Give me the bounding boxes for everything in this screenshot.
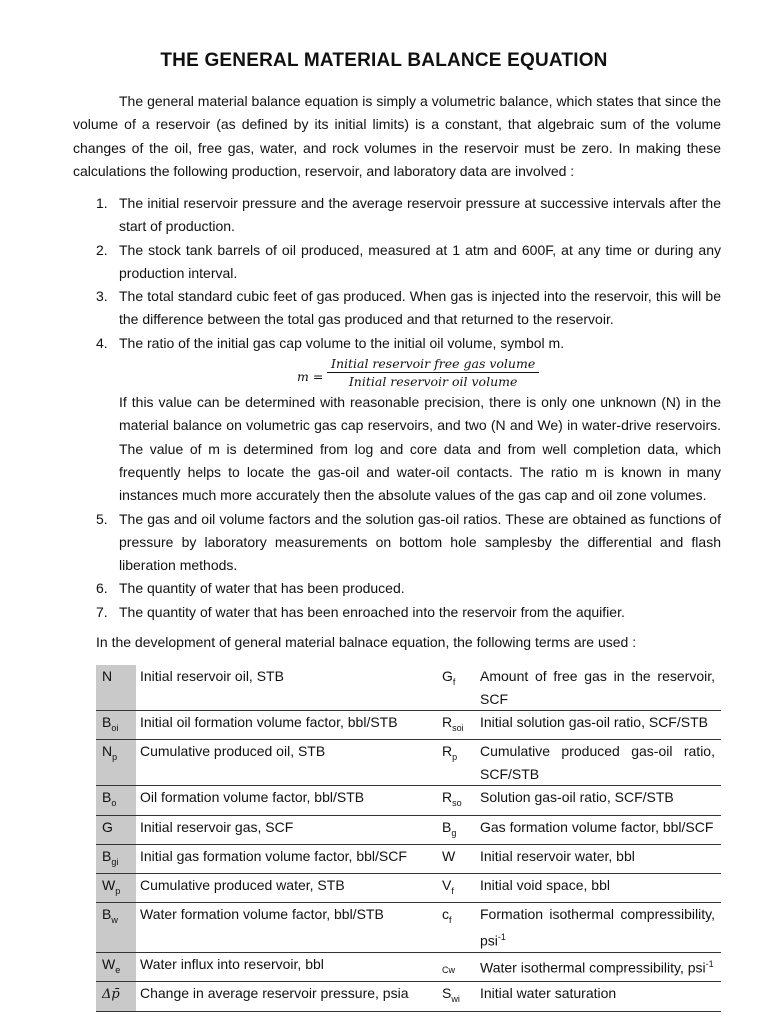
term-symbol <box>96 786 136 815</box>
list-item <box>73 601 721 624</box>
list-number: 2. <box>96 241 108 258</box>
list-item <box>73 332 721 508</box>
terms-intro: In the development of general material balnace equation, the following terms are used : <box>96 634 637 650</box>
symbol-base: B <box>102 789 112 806</box>
symbol-subscript: e <box>115 964 121 975</box>
symbol-base: R <box>442 743 453 760</box>
symbol-base: G <box>102 818 113 835</box>
table-row <box>96 953 721 982</box>
term-description: Cumulative produced gas-oil ratio, SCF/STB <box>476 740 721 786</box>
list-number: 7. <box>96 603 108 620</box>
symbol-base: B <box>102 847 112 864</box>
symbol-subscript: w <box>111 915 118 926</box>
list-item <box>73 192 721 239</box>
term-symbol <box>436 844 476 873</box>
term-description: Initial water saturation <box>476 982 721 1011</box>
list-text: The initial reservoir pressure and the average reservoir pressure at successive intervals after the start of production. <box>119 195 721 235</box>
symbol-base: N <box>102 743 113 760</box>
symbol-base: B <box>442 818 452 835</box>
term-description: Initial gas formation volume factor, bbl/SCF <box>136 844 436 873</box>
term-symbol <box>436 740 476 786</box>
symbol-subscript: f <box>452 676 456 687</box>
term-description: Initial reservoir oil, STB <box>136 665 436 711</box>
item4-followup: If this value can be determined with reasonable precision, there is only one unknown (N) in the material balance on volumetric gas cap reservoirs, and two (N and We) in water-drive reservoirs. The value of m is determined from log and core data and from well completion data, which frequently helps to locate the gas-oil and water-oil contacts. The ratio m is known in many instances much more accurately then the absolute values of the gas cap and oil zone volumes. <box>119 394 721 504</box>
term-symbol <box>436 711 476 740</box>
symbol-base: R <box>442 789 453 806</box>
term-description: Solution gas-oil ratio, SCF/STB <box>476 786 721 815</box>
term-symbol <box>436 786 476 815</box>
symbol-base: W <box>102 877 116 894</box>
list-number: 5. <box>96 510 108 527</box>
term-description: Initial void space, bbl <box>476 874 721 903</box>
term-description: Cumulative produced water, STB <box>136 874 436 903</box>
symbol-subscript: f <box>451 885 454 896</box>
table-row <box>96 903 721 953</box>
table-row <box>96 786 721 815</box>
intro-paragraph <box>73 90 721 183</box>
list-item <box>73 508 721 578</box>
term-symbol <box>96 903 136 953</box>
term-description: Water isothermal compressibility, psi$^{-1}$ <box>476 953 721 982</box>
symbol-base: B <box>102 714 112 730</box>
symbol-subscript: p <box>452 752 458 763</box>
symbol-base: V <box>442 877 452 894</box>
term-symbol <box>436 874 476 903</box>
term-symbol <box>96 665 136 711</box>
list-number: 3. <box>96 288 108 305</box>
symbol-base: c <box>442 906 449 923</box>
table-row <box>96 711 721 740</box>
list-item <box>73 577 721 600</box>
symbol-subscript: so <box>452 798 462 809</box>
term-description: Initial oil formation volume factor, bbl/STB <box>136 711 436 740</box>
term-symbol <box>96 982 136 1011</box>
table-row <box>96 815 721 844</box>
table-row <box>96 740 721 786</box>
term-description: Initial solution gas-oil ratio, SCF/STB <box>476 711 721 740</box>
unit-exponent: -1 <box>705 959 714 970</box>
list-text: The total standard cubic feet of gas produced. When gas is injected into the reservoir, this will be the difference between the total gas produced and that returned to the reservoir. <box>119 288 721 328</box>
symbol-base: N <box>102 668 113 684</box>
data-list <box>73 192 721 624</box>
term-description: Formation isothermal compressibility, psi$^{-1}$ <box>476 903 721 953</box>
symbol-subscript: soi <box>452 722 464 733</box>
term-symbol <box>96 844 136 873</box>
list-number: 4. <box>96 334 108 351</box>
list-number: 6. <box>96 580 108 597</box>
term-symbol <box>436 953 476 982</box>
term-description: Change in average reservoir pressure, psia <box>136 982 436 1011</box>
term-description: Initial reservoir gas, SCF <box>136 815 436 844</box>
term-symbol <box>96 953 136 982</box>
term-symbol <box>96 815 136 844</box>
formula-denominator: Initial reservoir oil volume <box>348 374 518 390</box>
symbol-subscript: o <box>111 798 117 809</box>
symbol-base: G <box>442 668 453 684</box>
symbol-base: S <box>442 985 452 1002</box>
unit-exponent: -1 <box>497 931 506 942</box>
list-item <box>73 239 721 286</box>
list-text: The gas and oil volume factors and the solution gas-oil ratios. These are obtained as functions of pressure by laboratory measurements on bottom hole samplesby the differential and flash liberation methods. <box>119 510 721 574</box>
table-row <box>96 665 721 711</box>
term-description: Initial reservoir water, bbl <box>476 844 721 873</box>
intro-text: The general material balance equation is simply a volumetric balance, which states that since the volume of a reservoir (as defined by its initial limits) is a constant, that algebraic sum of the volume changes of the oil, free gas, water, and rock volumes in the reservoir must be zero. In making these calculations the following production, reservoir, and laboratory data are involved : <box>73 93 721 179</box>
symbol-subscript: f <box>449 915 452 926</box>
ratio-formula <box>119 355 721 391</box>
formula-fraction <box>327 355 539 390</box>
symbol-base: Δp̄ <box>102 987 120 1003</box>
symbol-subscript: oi <box>111 722 119 733</box>
table-row <box>96 844 721 873</box>
page-title: THE GENERAL MATERIAL BALANCE EQUATION <box>160 50 608 71</box>
list-text: The stock tank barrels of oil produced, measured at 1 atm and 600F, at any time or during any production interval. <box>119 241 721 281</box>
term-description: Amount of free gas in the reservoir, SCF <box>476 665 721 711</box>
term-symbol <box>436 903 476 953</box>
symbol-base: B <box>102 906 112 923</box>
term-symbol <box>96 874 136 903</box>
term-description: Oil formation volume factor, bbl/STB <box>136 786 436 815</box>
term-symbol <box>436 815 476 844</box>
terms-table <box>96 665 721 1012</box>
term-description: Water formation volume factor, bbl/STB <box>136 903 436 953</box>
symbol-base: W <box>442 847 456 864</box>
term-description: Gas formation volume factor, bbl/SCF <box>476 815 721 844</box>
formula-lhs: m = <box>297 369 324 385</box>
term-description: Water influx into reservoir, bbl <box>136 953 436 982</box>
list-item <box>73 285 721 332</box>
table-row <box>96 874 721 903</box>
list-text: The quantity of water that has been produced. <box>119 580 405 597</box>
symbol-subscript: g <box>451 827 457 838</box>
term-description: Cumulative produced oil, STB <box>136 740 436 786</box>
symbol-base: W <box>102 956 116 973</box>
list-text: The ratio of the initial gas cap volume to the initial oil volume, symbol m. <box>119 334 565 351</box>
term-symbol <box>436 982 476 1011</box>
term-symbol <box>96 711 136 740</box>
symbol-subscript: p <box>112 752 118 763</box>
list-text: The quantity of water that has been enroached into the reservoir from the aquifier. <box>119 603 625 620</box>
symbol-subscript: p <box>115 885 121 896</box>
symbol-subscript: gi <box>111 856 119 867</box>
formula-numerator: Initial reservoir free gas volume <box>327 355 539 373</box>
term-symbol <box>436 665 476 711</box>
symbol-subscript: wi <box>451 994 460 1005</box>
list-number: 1. <box>96 195 108 211</box>
term-symbol <box>96 740 136 786</box>
table-row <box>96 982 721 1011</box>
symbol-base: R <box>442 714 453 730</box>
symbol-subscript: Cw <box>442 964 455 975</box>
